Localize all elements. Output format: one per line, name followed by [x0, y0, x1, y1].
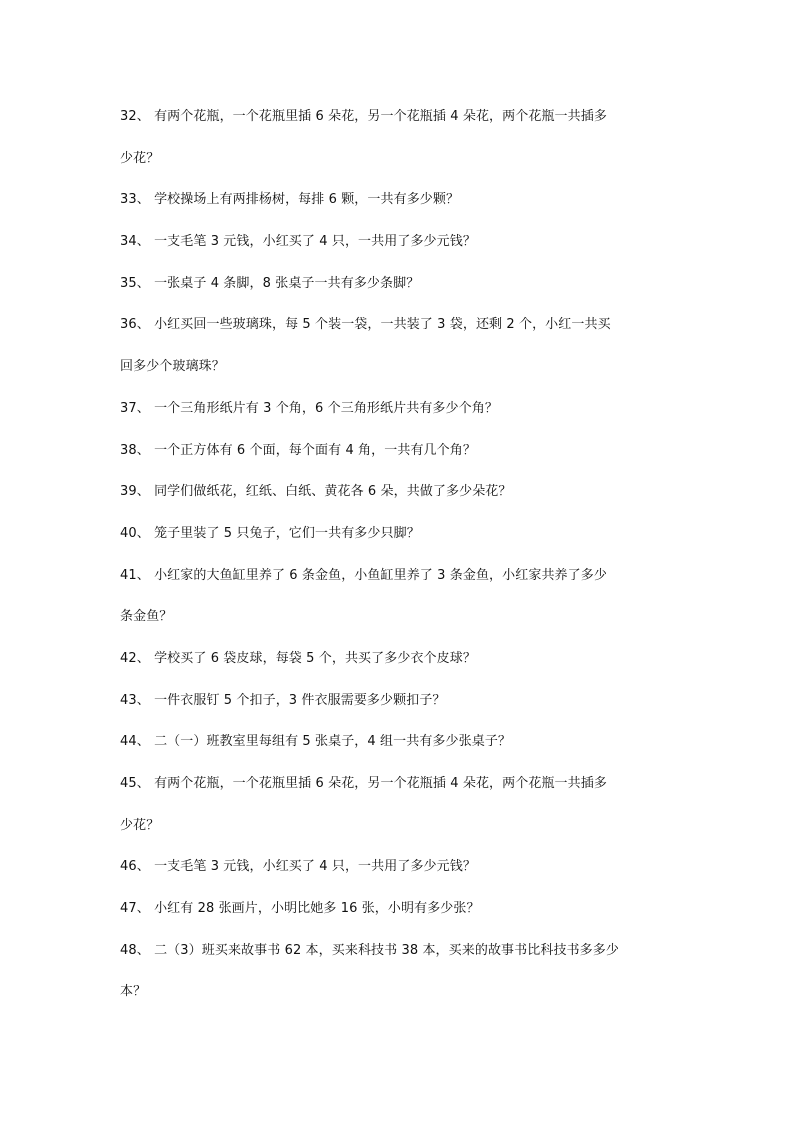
- problem-34: 34、 一支毛笔 3 元钱，小红买了 4 只，一共用了多少元钱？: [120, 234, 476, 250]
- problem-list: [120, 101, 680, 1018]
- problem-43: 43、 一件衣服钉 5 个扣子，3 件衣服需要多少颗扣子？: [120, 692, 446, 708]
- problem-36-line-1: 36、 小红买回一些玻璃珠，每 5 个装一袋，一共装了 3 袋，还剩 2 个，小红一共买: [120, 317, 611, 333]
- problem-48-line-1: 48、 二（3）班买来故事书 62 本，买来科技书 38 本，买来的故事书比科技书多多少: [120, 942, 619, 958]
- problem-47: 47、 小红有 28 张画片，小明比她多 16 张，小明有多少张？: [120, 901, 480, 917]
- problem-36-line-2: 回多少个玻璃珠？: [120, 359, 225, 375]
- problem-42: 42、 学校买了 6 袋皮球，每袋 5 个，共买了多少衣个皮球？: [120, 650, 476, 666]
- problem-35: 35、 一张桌子 4 条脚，8 张桌子一共有多少条脚？: [120, 275, 420, 291]
- problem-33: 33、 学校操场上有两排杨树，每排 6 颗，一共有多少颗？: [120, 192, 460, 208]
- problem-39: 39、 同学们做纸花，红纸、白纸、黄花各 6 朵，共做了多少朵花？: [120, 484, 512, 500]
- problem-38: 38、 一个正方体有 6 个面，每个面有 4 角，一共有几个角？: [120, 442, 476, 458]
- problem-40: 40、 笼子里装了 5 只兔子，它们一共有多少只脚？: [120, 525, 420, 541]
- problem-32-line-2: 少花？: [120, 150, 160, 166]
- problem-32-line-1: 32、 有两个花瓶，一个花瓶里插 6 朵花，另一个花瓶插 4 朵花，两个花瓶一共插多: [120, 109, 607, 124]
- problem-44: 44、 二（一）班教室里每组有 5 张桌子，4 组一共有多少张桌子？: [120, 734, 512, 750]
- problem-48-line-2: 本？: [120, 984, 147, 1000]
- problem-45-line-2: 少花？: [120, 817, 160, 833]
- problem-45-line-1: 45、 有两个花瓶，一个花瓶里插 6 朵花，另一个花瓶插 4 朵花，两个花瓶一共插多: [120, 776, 607, 791]
- problem-37: 37、 一个三角形纸片有 3 个角，6 个三角形纸片共有多少个角？: [120, 400, 498, 416]
- problem-41-line-1: 41、 小红家的大鱼缸里养了 6 条金鱼，小鱼缸里养了 3 条金鱼，小红家共养了多少: [120, 567, 607, 583]
- problem-41-line-2: 条金鱼？: [120, 609, 173, 625]
- problem-46: 46、 一支毛笔 3 元钱，小红买了 4 只，一共用了多少元钱？: [120, 859, 476, 875]
